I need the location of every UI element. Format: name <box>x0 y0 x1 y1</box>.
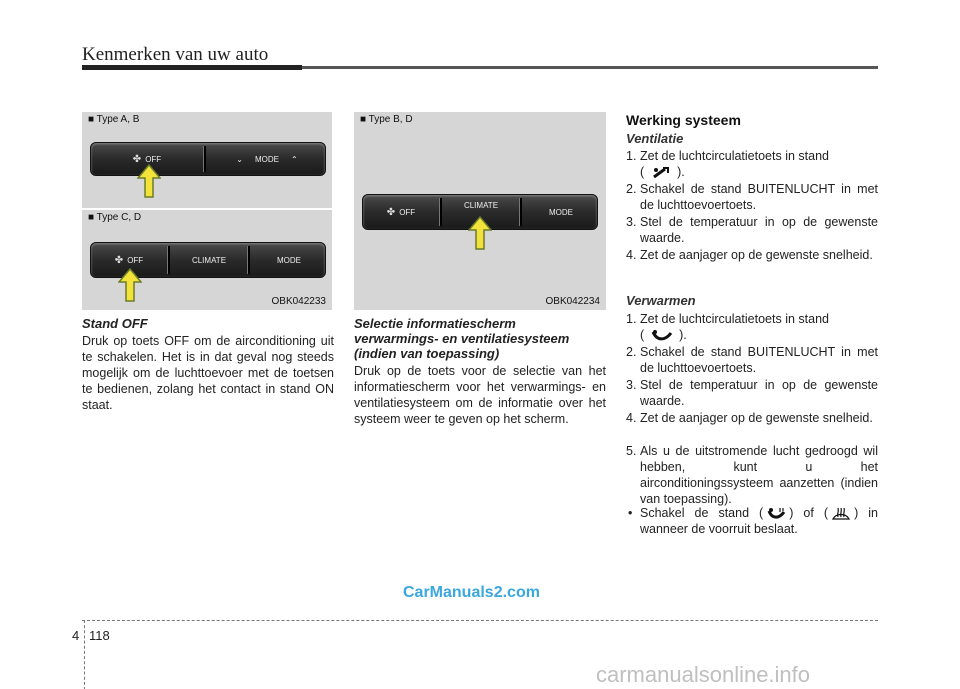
mode-button[interactable] <box>207 143 327 175</box>
footer-vertical-rule <box>84 620 85 689</box>
off-label: OFF <box>399 207 416 217</box>
panel-divider <box>519 198 522 226</box>
pointer-arrow-icon <box>118 268 142 302</box>
climate-label: CLIMATE <box>191 255 227 265</box>
chevron-up-icon: ⌃ <box>291 154 298 164</box>
mode-label: MODE <box>549 207 573 217</box>
header-rule-accent <box>82 65 302 70</box>
section-title-stand-off: Stand OFF <box>82 316 148 331</box>
section-title-selectie-line3: (indien van toepassing) <box>354 346 500 361</box>
section-title-selectie-line2: verwarmings- en ventilatiesysteem <box>354 331 570 346</box>
figure-label: ■ Type C, D <box>88 212 142 223</box>
floor-vent-icon <box>651 329 673 343</box>
figure-type-ab <box>82 112 332 208</box>
climate-label: CLIMATE <box>463 201 499 210</box>
chevron-down-icon: ⌄ <box>236 154 243 164</box>
ventilatie-step-3: 3. Stel de temperatuur in op de gewenste waarde. <box>626 215 878 245</box>
mode-button[interactable] <box>523 195 599 229</box>
fan-icon: ✤ <box>114 254 124 266</box>
section-number: 4 <box>72 628 80 643</box>
off-button[interactable] <box>363 195 439 229</box>
verwarmen-title: Verwarmen <box>626 293 696 308</box>
ventilatie-title: Ventilatie <box>626 131 684 146</box>
figure-label: ■ Type B, D <box>360 114 413 125</box>
control-panel-ab <box>90 142 326 176</box>
off-label: OFF <box>127 255 144 265</box>
fan-icon: ✤ <box>132 153 142 165</box>
mode-label: MODE <box>255 154 279 164</box>
section-title-selectie-line1: Selectie informatiescherm <box>354 316 516 331</box>
floor-defrost-icon <box>766 507 786 521</box>
footer-rule <box>82 620 878 621</box>
figure-code: OBK042234 <box>545 296 600 307</box>
air-recirculation-icon <box>651 166 671 180</box>
figure-label: ■ Type A, B <box>88 114 140 125</box>
page-header-title: Kenmerken van uw auto <box>82 44 269 65</box>
figure-type-bd <box>354 112 606 310</box>
panel-divider <box>247 246 250 274</box>
verwarmen-step-2: 2. Schakel de stand BUITENLUCHT in met de luchttoevoertoets. <box>626 345 878 375</box>
verwarmen-step-5: 5. Als u de uitstromende lucht gedroogd wil hebben, kunt u het airconditioningssysteem aanzetten (indien van toepassing). <box>626 444 878 506</box>
figure-code: OBK042233 <box>271 296 326 307</box>
verwarmen-bullet: • Schakel de stand ( ) of ( ) in wanneer de voorruit beslaat. <box>628 506 878 536</box>
pointer-arrow-icon <box>137 164 161 198</box>
ventilatie-step-1: 1. Zet de luchtcirculatietoets in stand ( ). <box>626 149 829 179</box>
verwarmen-step-4: 4. Zet de aanjager op de gewenste snelheid. <box>626 411 873 425</box>
verwarmen-step-3: 3. Stel de temperatuur in op de gewenste waarde. <box>626 378 878 408</box>
ventilatie-step-4: 4. Zet de aanjager op de gewenste snelheid. <box>626 248 873 262</box>
mode-label: MODE <box>277 255 301 265</box>
werking-systeem-title: Werking systeem <box>626 112 741 128</box>
pointer-arrow-icon <box>468 216 492 250</box>
panel-divider <box>203 146 206 172</box>
climate-button[interactable] <box>171 243 247 277</box>
verwarmen-step-1: 1. Zet de luchtcirculatietoets in stand ( ). <box>626 312 829 342</box>
panel-divider <box>439 198 442 226</box>
page-number: 118 <box>89 628 110 643</box>
fan-icon: ✤ <box>386 206 396 218</box>
ventilatie-step-2: 2. Schakel de stand BUITENLUCHT in met de luchttoevoertoets. <box>626 182 878 212</box>
site-footer-link[interactable]: carmanualsonline.info <box>596 662 811 687</box>
mode-button[interactable] <box>251 243 327 277</box>
figure-type-cd <box>82 210 332 310</box>
watermark-link[interactable]: CarManuals2.com <box>403 584 540 601</box>
stand-off-body: Druk op toets OFF om de airconditioning uit te schakelen. Het is in dat geval nog steeds mogelijk om de luchttoevoer met de toetsen te bedienen, zolang het contact in stand ON staat. <box>82 334 334 412</box>
defrost-icon <box>831 507 851 521</box>
panel-divider <box>167 246 170 274</box>
selectie-body: Druk op de toets voor de selectie van het informatiescherm voor het verwarmings- en ventilatiesysteem om de informatie over het systeem weer te geven op het scherm. <box>354 364 606 426</box>
off-label: OFF <box>145 154 162 164</box>
